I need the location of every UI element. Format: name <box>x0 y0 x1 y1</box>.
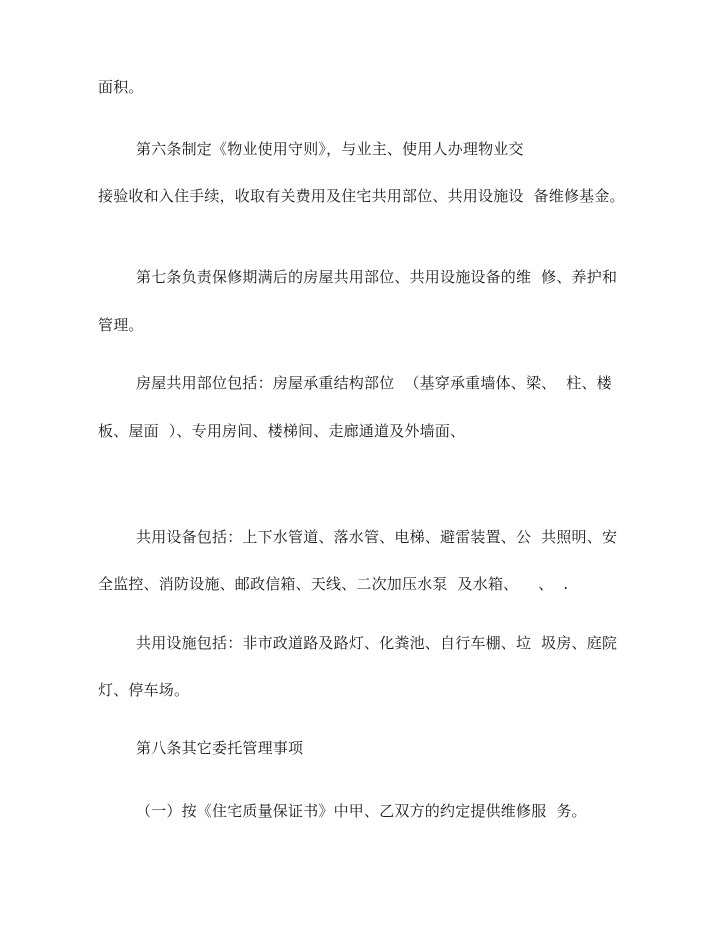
text-line: 板、屋面 ）、专用房间、楼梯间、走廊通道及外墙面、 <box>98 422 466 440</box>
article-8-heading: 第八条其它委托管理事项 <box>136 739 304 757</box>
article-6-heading: 第六条制定《物业使用守则》，与业主、使用人办理物业交 <box>136 140 524 158</box>
text-line: 灯、停车场。 <box>98 681 190 699</box>
text-line: （一）按《住宅质量保证书》中甲、乙双方的约定提供维修服 务。 <box>136 802 587 820</box>
text-line: 全监控、消防设施、邮政信箱、天线、二次加压水泵 及水箱、 、 . <box>98 575 569 593</box>
text-line: 房屋共用部位包括：房屋承重结构部位 （基穿承重墙体、梁、 柱、楼 <box>136 374 612 392</box>
text-line: 共用设备包括：上下水管道、落水管、电梯、避雷装置、公 共照明、安 <box>136 528 618 546</box>
text-line: 共用设施包括：非市政道路及路灯、化粪池、自行车棚、垃 圾房、庭院 <box>136 634 618 652</box>
text-line: 接验收和入住手续，收取有关费用及住宅共用部位、共用设施设 备维修基金。 <box>98 187 625 205</box>
article-7-heading: 第七条负责保修期满后的房屋共用部位、共用设施设备的维 修、养护和 <box>136 268 618 286</box>
text-line: 管理。 <box>98 316 144 334</box>
text-line: 面积。 <box>98 78 144 96</box>
